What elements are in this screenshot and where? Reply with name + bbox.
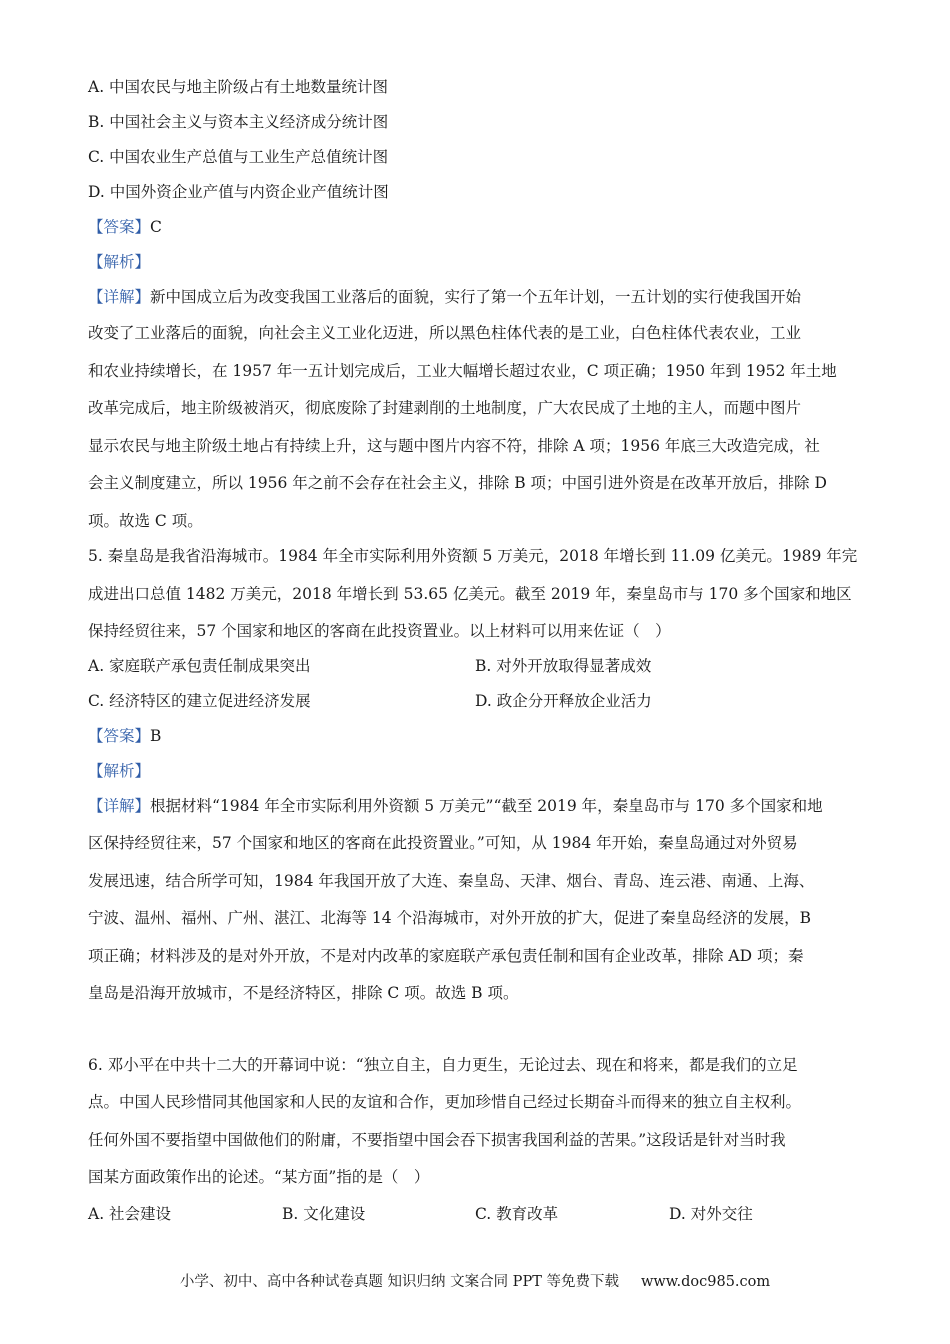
q4-detail-line: 会主义制度建立，所以 1956 年之前不会存在社会主义，排除 B 项；中国引进外资是在改革开放后，排除 D bbox=[88, 474, 827, 492]
q5-detail-line: 区保持经贸往来，57 个国家和地区的客商在此投资置业。”可知，从 1984 年开始，秦皇岛通过对外贸易 bbox=[88, 834, 798, 852]
q5-detail-line bbox=[88, 796, 823, 816]
page-footer bbox=[0, 1270, 950, 1291]
detail-text: 根据材料“1984 年全市实际利用外资额 5 万美元”“截至 2019 年，秦皇岛市与 170 多个国家和地 bbox=[150, 797, 823, 815]
q4-detail-line: 和农业持续增长，在 1957 年一五计划完成后，工业大幅增长超过农业，C 项正确；1950 年到 1952 年土地 bbox=[88, 362, 837, 380]
q4-detail-line bbox=[88, 287, 801, 307]
q5-option-c: C. 经济特区的建立促进经济发展 bbox=[88, 692, 311, 710]
q5-stem-line: 成进出口总值 1482 万美元，2018 年增长到 53.65 亿美元。截至 2019 年，秦皇岛市与 170 多个国家和地区 bbox=[88, 585, 852, 603]
q5-detail-line: 发展迅速，结合所学可知，1984 年我国开放了大连、秦皇岛、天津、烟台、青岛、连云港、南通、上海、 bbox=[88, 872, 815, 890]
q4-detail-line: 改革完成后，地主阶级被消灭，彻底废除了封建剥削的土地制度，广大农民成了土地的主人，而题中图片 bbox=[88, 399, 802, 417]
q6-stem-line: 任何外国不要指望中国做他们的附庸，不要指望中国会吞下损害我国利益的苦果。”这段话是针对当时我 bbox=[88, 1131, 786, 1149]
answer-tag: 【答案】 bbox=[88, 218, 151, 236]
q6-stem-line: 点。中国人民珍惜同其他国家和人民的友谊和合作，更加珍惜自己经过长期奋斗而得来的独立自主权利。 bbox=[88, 1093, 802, 1111]
q6-stem-line: 国某方面政策作出的论述。“某方面”指的是（ ） bbox=[88, 1168, 430, 1186]
q4-option-d: D. 中国外资企业产值与内资企业产值统计图 bbox=[88, 183, 389, 201]
q5-answer bbox=[88, 726, 161, 746]
analysis-tag: 【解析】 bbox=[88, 253, 151, 271]
footer-text: 小学、初中、高中各种试卷真题 知识归纳 文案合同 PPT 等免费下载 bbox=[179, 1274, 619, 1290]
detail-tag: 【详解】 bbox=[88, 797, 151, 815]
answer-value: B bbox=[150, 727, 162, 745]
q5-option-a: A. 家庭联产承包责任制成果突出 bbox=[88, 657, 311, 675]
q5-option-b: B. 对外开放取得显著成效 bbox=[475, 657, 652, 675]
detail-text: 新中国成立后为改变我国工业落后的面貌，实行了第一个五年计划，一五计划的实行使我国开始 bbox=[150, 288, 802, 306]
q4-option-c: C. 中国农业生产总值与工业生产总值统计图 bbox=[88, 148, 389, 166]
footer-link[interactable]: www.doc985.com bbox=[640, 1274, 771, 1290]
q5-analysis-tag bbox=[88, 761, 150, 781]
answer-value: C bbox=[150, 218, 162, 236]
q4-analysis-tag bbox=[88, 252, 150, 272]
q5-stem-line: 5. 秦皇岛是我省沿海城市。1984 年全市实际利用外资额 5 万美元，2018 年增长到 11.09 亿美元。1989 年完 bbox=[88, 547, 858, 565]
q4-detail-line: 改变了工业落后的面貌，向社会主义工业化迈进，所以黑色柱体代表的是工业，白色柱体代表农业，工业 bbox=[88, 324, 802, 342]
analysis-tag: 【解析】 bbox=[88, 762, 151, 780]
q5-option-d: D. 政企分开释放企业活力 bbox=[475, 692, 652, 710]
q4-detail-line: 显示农民与地主阶级土地占有持续上升，这与题中图片内容不符，排除 A 项；1956 年底三大改造完成，社 bbox=[88, 437, 820, 455]
q4-answer bbox=[88, 217, 162, 237]
q6-stem-line: 6. 邓小平在中共十二大的开幕词中说：“独立自主，自力更生，无论过去、现在和将来，都是我们的立足 bbox=[88, 1056, 798, 1074]
q5-detail-line: 皇岛是沿海开放城市，不是经济特区，排除 C 项。故选 B 项。 bbox=[88, 984, 519, 1002]
q6-option-d: D. 对外交往 bbox=[669, 1205, 753, 1223]
q5-detail-line: 宁波、温州、福州、广州、湛江、北海等 14 个沿海城市，对外开放的扩大，促进了秦皇岛经济的发展，B bbox=[88, 909, 811, 927]
q4-option-b: B. 中国社会主义与资本主义经济成分统计图 bbox=[88, 113, 389, 131]
q5-detail-line: 项正确；材料涉及的是对外开放，不是对内改革的家庭联产承包责任制和国有企业改革，排除 AD 项；秦 bbox=[88, 947, 804, 965]
answer-tag: 【答案】 bbox=[88, 727, 151, 745]
q6-option-a: A. 社会建设 bbox=[88, 1205, 172, 1223]
q5-stem-line: 保持经贸往来，57 个国家和地区的客商在此投资置业。以上材料可以用来佐证（ ） bbox=[88, 622, 671, 640]
q6-option-b: B. 文化建设 bbox=[282, 1205, 366, 1223]
q4-option-a: A. 中国农民与地主阶级占有土地数量统计图 bbox=[88, 78, 389, 96]
q4-detail-line: 项。故选 C 项。 bbox=[88, 512, 203, 530]
q6-option-c: C. 教育改革 bbox=[475, 1205, 559, 1223]
detail-tag: 【详解】 bbox=[88, 288, 151, 306]
